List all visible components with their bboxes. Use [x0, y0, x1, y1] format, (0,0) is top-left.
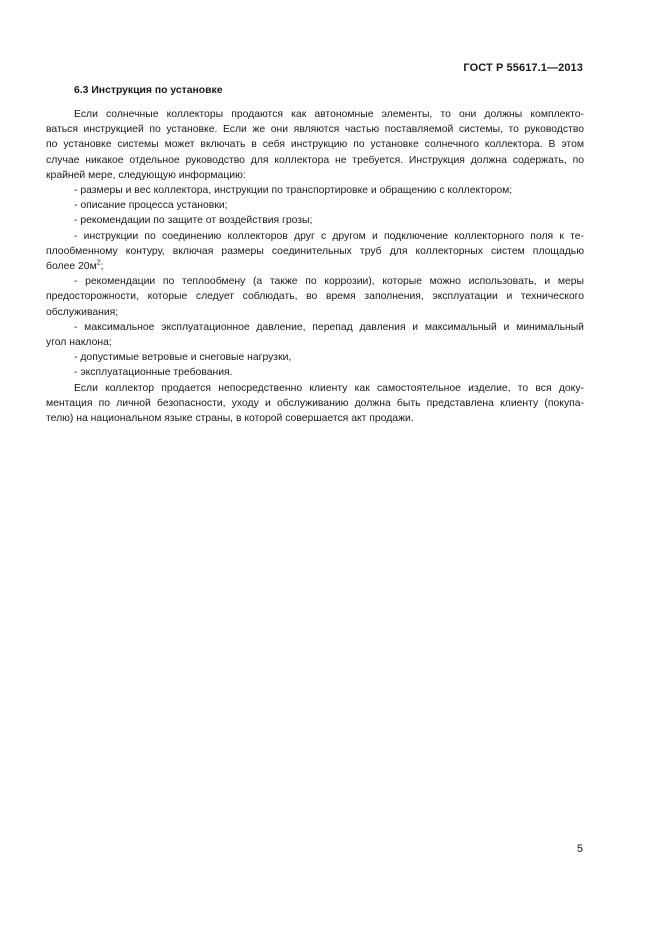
area-superscript: 2: [96, 259, 101, 267]
list-item: - инструкции по соединению коллекторов друг с другом и подключение коллекторного поля к те-: [74, 230, 584, 242]
paragraph-line: Если коллектор продается непосредственно клиенту как самостоятельное изделие, то вся доку-: [74, 382, 584, 394]
paragraph-line: ментация по личной безопасности, уходу и обслуживанию должна быть представлена клиенту (покупа-: [46, 397, 584, 409]
paragraph-line: ваться инструкцией по установке. Если же они являются частью поставляемой системы, то руководство: [46, 124, 584, 136]
paragraph-line: крайней мере, следующую информацию:: [46, 169, 246, 181]
list-item: - допустимые ветровые и снеговые нагрузки,: [74, 352, 292, 364]
list-item: - размеры и вес коллектора, инструкции по транспортировке и обращению с коллектором;: [74, 185, 513, 197]
paragraph-line: Если солнечные коллекторы продаются как автономные элементы, то они должны комплекто-: [74, 109, 584, 120]
area-suffix: ;: [100, 261, 104, 273]
list-item-continuation: [46, 259, 584, 274]
paragraph-line: по установке системы может включать в себя инструкцию по установке солнечного коллектора. В этом: [46, 139, 584, 151]
list-item: - максимальное эксплуатационное давление, перепад давления и максимальный и минимальный: [74, 321, 584, 333]
paragraph-line: случае никакое отдельное руководство для коллектора не требуется. Инструкция должна содержать, по: [46, 154, 584, 166]
list-item-continuation: плообменному контуру, включая размеры соединительных труб для коллекторных систем площадью: [46, 245, 584, 257]
list-item-continuation: предосторожности, которые следует соблюдать, во время заполнения, эксплуатации и технического: [46, 291, 584, 303]
list-item-continuation: обслуживания;: [46, 306, 119, 318]
section-heading: 6.3 Инструкция по установке: [74, 85, 223, 96]
list-item: - рекомендации по теплообмену (а также по коррозии), которые можно использовать, и меры: [74, 276, 584, 288]
area-text: более 20м: [46, 261, 97, 273]
list-item-continuation: угол наклона;: [46, 337, 112, 349]
list-item: - эксплуатационные требования.: [74, 367, 233, 379]
page-number: 5: [576, 843, 583, 855]
paragraph-line: телю) на национальном языке страны, в которой совершается акт продажи.: [46, 413, 414, 425]
list-item: - рекомендации по защите от воздействия грозы;: [74, 215, 313, 227]
body-text: [46, 107, 584, 426]
standard-code: ГОСТ Р 55617.1—2013: [463, 62, 583, 74]
list-item: - описание процесса установки;: [74, 200, 228, 212]
